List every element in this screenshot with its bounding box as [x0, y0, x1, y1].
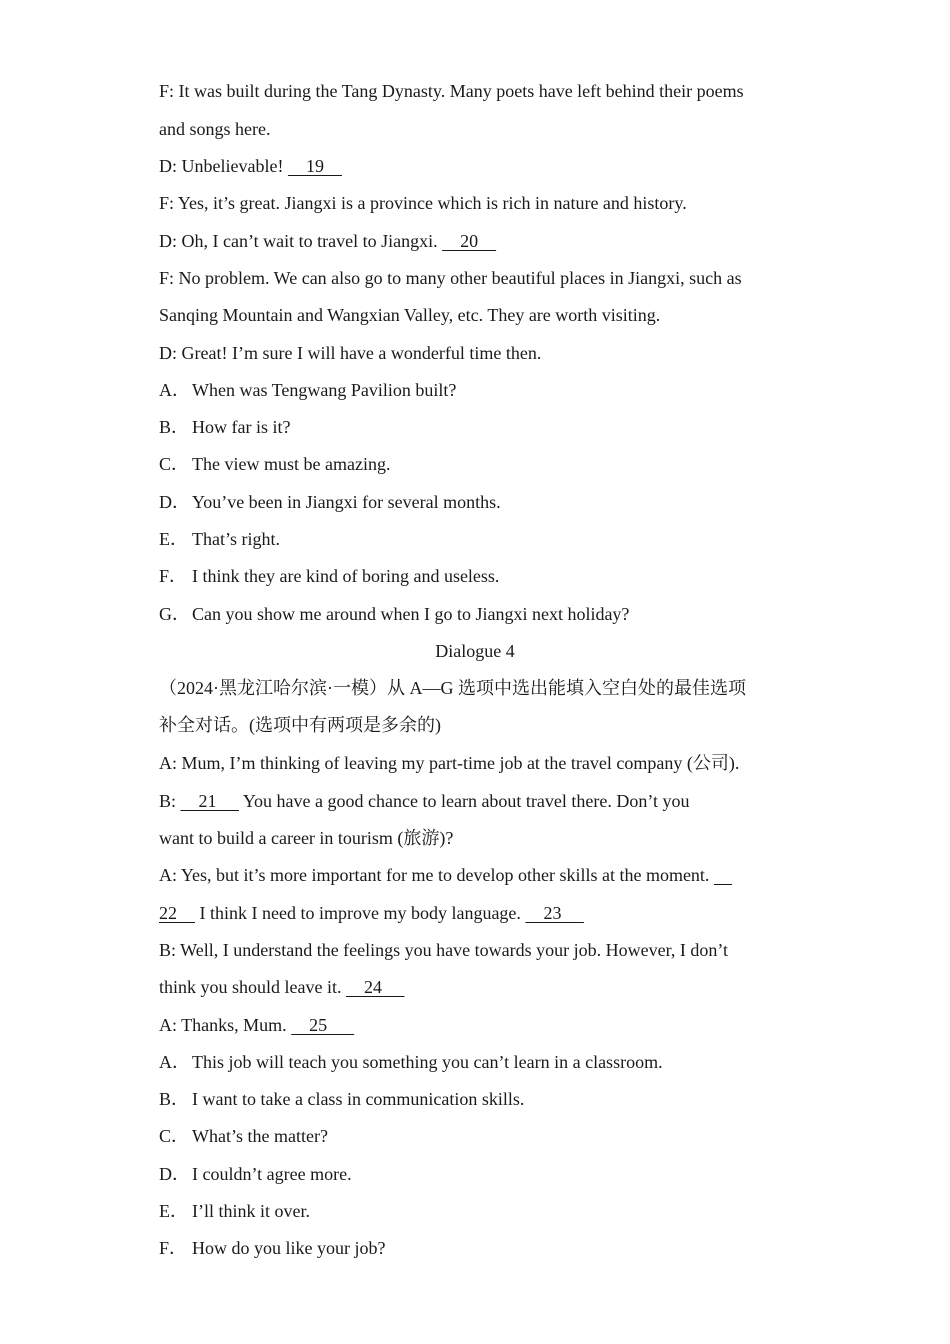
answer-blank-23: 23 [525, 903, 584, 923]
option-item [159, 528, 799, 550]
dialogue-line [159, 864, 799, 886]
option-item [159, 1163, 799, 1185]
dialogue-line: F: Yes, it’s great. Jiangxi is a province which is rich in nature and history. [159, 193, 687, 213]
answer-blank-20: 20 [442, 231, 497, 251]
option-text: Can you show me around when I go to Jiangxi next holiday? [192, 604, 630, 624]
option-letter: G． [159, 604, 190, 624]
dialogue-line: want to build a career in tourism (旅游)? [159, 828, 454, 848]
option-text: What’s the matter? [192, 1126, 328, 1146]
dialogue-line: and songs here. [159, 119, 271, 139]
option-item [159, 603, 799, 625]
option-text: I think they are kind of boring and useless. [192, 566, 500, 586]
dialogue-line: F: It was built during the Tang Dynasty. Many poets have left behind their poems [159, 81, 744, 101]
answer-blank-22: 22 [159, 903, 195, 923]
speaker-text: B: [159, 791, 181, 811]
option-item [159, 453, 799, 475]
option-item [159, 491, 799, 513]
option-text: How do you like your job? [192, 1238, 386, 1258]
answer-blank-22-start [714, 864, 732, 886]
option-text: The view must be amazing. [192, 454, 391, 474]
answer-blank-25: 25 [291, 1015, 355, 1035]
option-letter: E． [159, 1201, 188, 1221]
speaker-text: think you should leave it. [159, 977, 346, 997]
dialogue-line: A: Mum, I’m thinking of leaving my part-time job at the travel company (公司). [159, 753, 740, 773]
option-item [159, 1051, 799, 1073]
option-text: That’s right. [192, 529, 280, 549]
option-letter: C． [159, 1126, 190, 1146]
option-item [159, 1125, 799, 1147]
option-text: I’ll think it over. [192, 1201, 310, 1221]
option-letter: C． [159, 454, 190, 474]
dialogue-line [159, 155, 799, 177]
speaker-text: A: Yes, but it’s more important for me to develop other skills at the moment. [159, 865, 714, 885]
dialogue-line [159, 902, 799, 924]
dialogue-line [159, 1014, 799, 1036]
option-letter: B． [159, 417, 190, 437]
speaker-text: A: Thanks, Mum. [159, 1015, 292, 1035]
option-letter: F． [159, 1238, 188, 1258]
option-text: When was Tengwang Pavilion built? [192, 380, 457, 400]
option-item [159, 1237, 799, 1259]
instruction-line: （2024·黑龙江哈尔滨·一模）从 A—G 选项中选出能填入空白处的最佳选项 [159, 678, 746, 698]
dialogue-line: B: Well, I understand the feelings you have towards your job. However, I don’t [159, 940, 729, 960]
option-letter: A． [159, 380, 190, 400]
dialogue-line: Sanqing Mountain and Wangxian Valley, etc. They are worth visiting. [159, 305, 661, 325]
dialogue-line: D: Great! I’m sure I will have a wonderful time then. [159, 343, 542, 363]
option-text: How far is it? [192, 417, 291, 437]
option-letter: F． [159, 566, 188, 586]
option-item [159, 1088, 799, 1110]
section-title: Dialogue 4 [435, 641, 515, 661]
speaker-text: D: Oh, I can’t wait to travel to Jiangxi. [159, 231, 443, 251]
answer-blank-24: 24 [345, 977, 405, 997]
speaker-text: D: Unbelievable! [159, 156, 288, 176]
option-item [159, 1200, 799, 1222]
option-text: I couldn’t agree more. [192, 1164, 352, 1184]
speaker-text: You have a good chance to learn about travel there. Don’t you [239, 791, 690, 811]
dialogue-line [159, 230, 799, 252]
option-letter: E． [159, 529, 188, 549]
option-item [159, 565, 799, 587]
speaker-text: I think I need to improve my body language. [195, 903, 526, 923]
option-item [159, 416, 799, 438]
dialogue-line: F: No problem. We can also go to many other beautiful places in Jiangxi, such as [159, 268, 742, 288]
option-text: I want to take a class in communication skills. [192, 1089, 525, 1109]
option-text: You’ve been in Jiangxi for several months. [192, 492, 501, 512]
option-letter: A． [159, 1052, 190, 1072]
instruction-line: 补全对话。(选项中有两项是多余的) [159, 715, 441, 735]
answer-blank-21: 21 [180, 791, 240, 811]
option-letter: D． [159, 492, 190, 512]
dialogue-line [159, 790, 799, 812]
option-letter: B． [159, 1089, 190, 1109]
option-letter: D． [159, 1164, 190, 1184]
answer-blank-19: 19 [287, 156, 342, 176]
option-item [159, 379, 799, 401]
dialogue-line [159, 976, 799, 998]
option-text: This job will teach you something you can’t learn in a classroom. [192, 1052, 663, 1072]
